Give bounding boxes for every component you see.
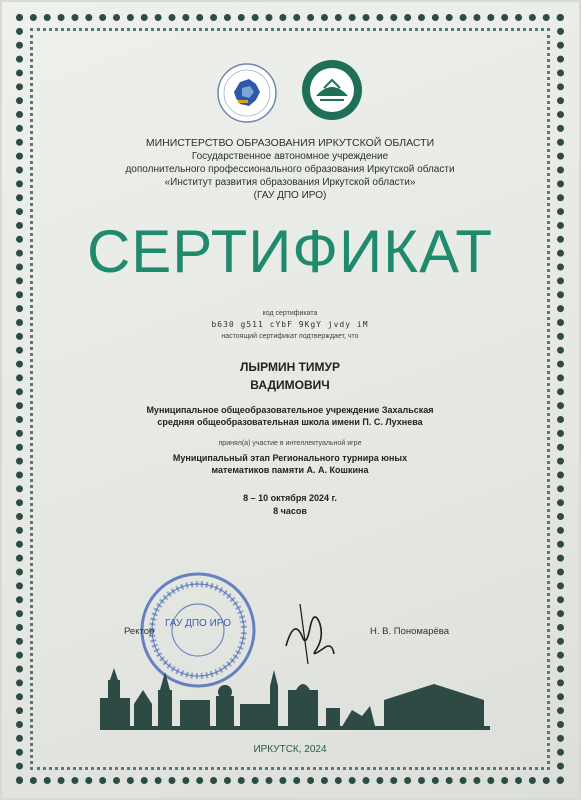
institution-line-3: «Институт развития образования Иркутской области» [164,177,416,188]
signatory-name: Н. В. Пономарёва [370,626,450,637]
certificate-code: b630 g511 cYbF 9KgY jvdy iM [211,320,369,329]
confirmation-text: настоящий сертификат подтверждает, что [221,333,359,340]
school-line-1: Муниципальное общеобразовательное учреждение Захальская [146,405,434,415]
recipient-name: ЛЫРМИН ТИМУР [239,360,341,374]
institution-line-2: дополнительного профессионального образования Иркутской области [125,164,455,175]
ministry-name: МИНИСТЕРСТВО ОБРАЗОВАНИЯ ИРКУТСКОЙ ОБЛАСТИ [145,137,435,149]
event-line-2: математиков памяти А. А. Кошкина [211,465,369,475]
event-dates: 8 – 10 октября 2024 г. [243,493,337,503]
recipient-patronymic: ВАДИМОВИЧ [250,378,330,392]
signatory-role: Ректор [124,626,155,637]
code-label: код сертификата [262,310,318,317]
iro-emblem-logo [216,62,278,124]
institute-seal-logo [300,58,364,122]
event-line-1: Муниципальный этап Регионального турнира юных [172,453,408,463]
event-hours: 8 часов [273,506,307,516]
footer-city-year: ИРКУТСК, 2024 [253,744,327,755]
certificate-title: СЕРТИФИКАТ [86,218,494,285]
city-skyline-illustration [100,660,490,730]
stamp-text: ГАУ ДПО ИРО [164,618,232,629]
school-line-2: средняя общеобразовательная школа имени П. С. Лухнева [157,417,423,427]
institution-line-1: Государственное автономное учреждение [191,151,389,162]
institution-abbreviation: (ГАУ ДПО ИРО) [253,190,327,201]
handwritten-signature [280,598,340,668]
participation-text: принял(а) участие в интеллектуальной игре [218,440,362,447]
